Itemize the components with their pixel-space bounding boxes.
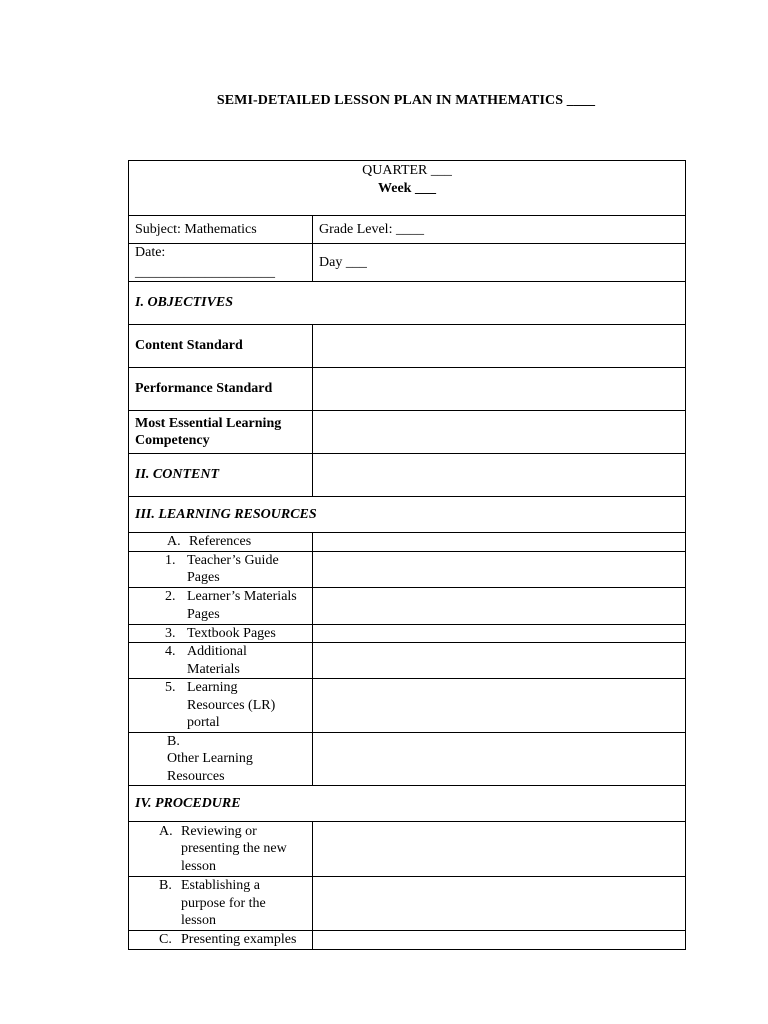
melc-row bbox=[129, 411, 686, 454]
procedure-heading: IV. PROCEDURE bbox=[129, 786, 686, 822]
resource-item-number: 1. bbox=[165, 552, 176, 568]
date-cell bbox=[129, 244, 313, 282]
content-value bbox=[313, 454, 686, 497]
procedure-item-label: Reviewing or presenting the new lesson bbox=[181, 823, 287, 874]
procedure-item-label-cell bbox=[129, 877, 313, 931]
procedure-item-label-cell bbox=[129, 931, 313, 950]
resource-item-label: Teacher’s Guide Pages bbox=[187, 552, 279, 585]
procedure-item-letter: A. bbox=[159, 823, 173, 839]
resource-item-label-cell bbox=[129, 643, 313, 679]
subject-cell: Subject: Mathematics bbox=[129, 216, 313, 244]
resource-item-row bbox=[129, 679, 686, 733]
performance-standard-row bbox=[129, 368, 686, 411]
resource-item-label: Learner’s Materials Pages bbox=[187, 589, 297, 622]
references-letter: A. bbox=[167, 534, 181, 549]
week-label: Week ___ bbox=[378, 180, 436, 196]
date-row bbox=[129, 244, 686, 282]
quarter-row bbox=[129, 161, 686, 216]
subject-row bbox=[129, 216, 686, 244]
resource-item-row bbox=[129, 643, 686, 679]
procedure-heading-row bbox=[129, 786, 686, 822]
procedure-item-row bbox=[129, 931, 686, 950]
objectives-heading: I. OBJECTIVES bbox=[129, 282, 686, 325]
resource-item-row bbox=[129, 624, 686, 643]
lesson-plan-table bbox=[128, 160, 686, 950]
quarter-cell bbox=[129, 161, 686, 216]
other-resources-row bbox=[129, 732, 686, 786]
resource-item-label-cell bbox=[129, 624, 313, 643]
resource-item-value bbox=[313, 624, 686, 643]
resource-item-label: Textbook Pages bbox=[187, 625, 276, 641]
date-blank-line: ____________________ bbox=[135, 264, 275, 280]
procedure-item-row bbox=[129, 877, 686, 931]
objectives-heading-row bbox=[129, 282, 686, 325]
date-label: Date: bbox=[135, 245, 166, 260]
resource-item-number: 5. bbox=[165, 680, 176, 695]
references-label-cell bbox=[129, 533, 313, 552]
procedure-item-label: Presenting examples bbox=[181, 932, 297, 948]
melc-label: Most Essential Learning Competency bbox=[129, 411, 313, 454]
references-row bbox=[129, 533, 686, 552]
content-standard-value bbox=[313, 325, 686, 368]
procedure-item-label: Establishing a purpose for the lesson bbox=[181, 878, 266, 929]
resource-item-value bbox=[313, 643, 686, 679]
resource-item-label-cell bbox=[129, 587, 313, 624]
procedure-item-letter: B. bbox=[159, 878, 172, 894]
procedure-item-letter: C. bbox=[159, 932, 172, 948]
performance-standard-label: Performance Standard bbox=[129, 368, 313, 411]
content-standard-row bbox=[129, 325, 686, 368]
other-resources-value bbox=[313, 732, 686, 786]
references-value bbox=[313, 533, 686, 552]
resource-item-number: 4. bbox=[165, 644, 176, 659]
content-standard-label: Content Standard bbox=[129, 325, 313, 368]
resources-heading-row bbox=[129, 497, 686, 533]
other-resources-label-cell bbox=[129, 732, 313, 786]
procedure-item-label-cell bbox=[129, 822, 313, 877]
resource-item-row bbox=[129, 551, 686, 587]
resource-item-value bbox=[313, 587, 686, 624]
procedure-item-value bbox=[313, 877, 686, 931]
melc-value bbox=[313, 411, 686, 454]
quarter-label: QUARTER ___ bbox=[362, 163, 452, 178]
procedure-item-value bbox=[313, 931, 686, 950]
resource-item-number: 2. bbox=[165, 589, 176, 604]
grade-level-cell: Grade Level: ____ bbox=[313, 216, 686, 244]
procedure-item-value bbox=[313, 822, 686, 877]
resource-item-value bbox=[313, 551, 686, 587]
content-row bbox=[129, 454, 686, 497]
other-resources-label: Other Learning Resources bbox=[167, 751, 253, 784]
resource-item-number: 3. bbox=[165, 625, 176, 641]
other-resources-letter: B. bbox=[167, 733, 180, 749]
day-cell: Day ___ bbox=[313, 244, 686, 282]
resource-item-label: Additional Materials bbox=[187, 644, 247, 677]
performance-standard-value bbox=[313, 368, 686, 411]
resources-heading: III. LEARNING RESOURCES bbox=[129, 497, 686, 533]
resource-item-label-cell bbox=[129, 551, 313, 587]
content-heading: II. CONTENT bbox=[129, 454, 313, 497]
resource-item-label-cell bbox=[129, 679, 313, 733]
references-label: References bbox=[189, 534, 252, 549]
resource-item-row bbox=[129, 587, 686, 624]
resource-item-label: Learning Resources (LR) portal bbox=[187, 680, 276, 730]
document-title: SEMI-DETAILED LESSON PLAN IN MATHEMATICS ____ bbox=[216, 93, 596, 108]
procedure-item-row bbox=[129, 822, 686, 877]
resource-item-value bbox=[313, 679, 686, 733]
